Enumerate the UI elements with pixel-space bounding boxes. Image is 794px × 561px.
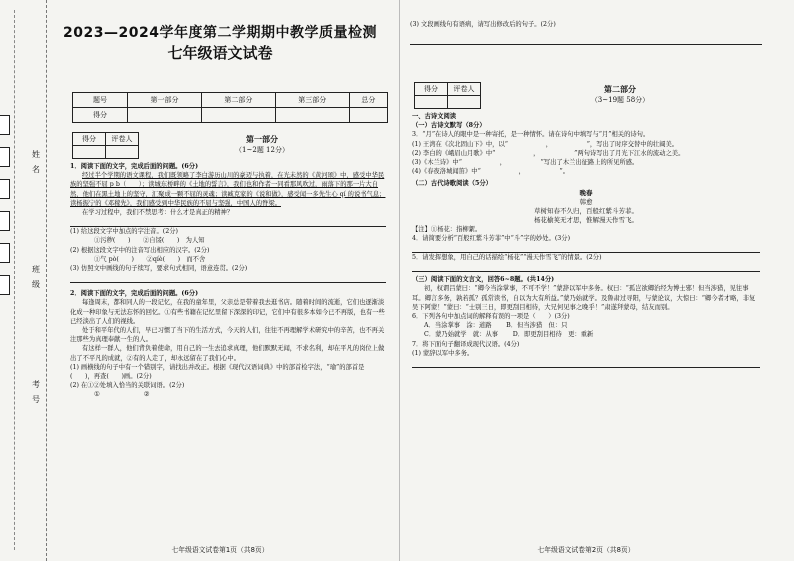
exam-subtitle: 七年级语文试卷 [167, 44, 273, 62]
q2-sub2: (2) 在①②处填入恰当的关联词语。(2分) [70, 382, 185, 390]
answer-line[interactable] [412, 358, 760, 368]
binding-mark [0, 243, 10, 263]
grader-box-2 [414, 82, 481, 109]
section-2: （二）古代诗歌阅读（5分） [412, 180, 492, 188]
binding-mark [0, 115, 10, 135]
grader-score-label: 得分 [415, 83, 448, 96]
q6: 6．下列各句中加点词的解释有误的一项是（ ）(3分) [412, 313, 570, 321]
q1-sub3: (3) 仿照文中画线的句子续写，要求句式相同，语意连贯。(2分) [70, 265, 248, 273]
answer-line[interactable] [410, 30, 762, 45]
binding-label: 班 [32, 265, 40, 274]
page-1 [52, 0, 388, 561]
score-cell[interactable] [201, 108, 275, 123]
q2-passage-2: 处于和平年代的人们，早已习惯了当下的生活方式，今天的人们，往往不再理解学术研究中的辛苦，也不再关注那些为真理奉献一生的人。 [70, 327, 385, 344]
binding-mark [0, 147, 10, 167]
grader-score-cell[interactable] [73, 146, 106, 159]
binding-mark [0, 275, 10, 295]
q6-option-a[interactable]: A．当涂掌事 涂：道路 [424, 322, 492, 330]
grader-score-cell[interactable] [415, 96, 448, 109]
q1-sub1: (1) 给这段文字中加点的字注音。(2分) [70, 228, 178, 236]
answer-line[interactable] [412, 262, 760, 272]
top-question: (3) 文段画线句有语病，请写出修改后的句子。(2分) [410, 21, 556, 28]
part2-points: （3~19题 58分） [590, 96, 650, 104]
grader-name-cell[interactable] [106, 146, 139, 159]
classical-text: 初，权谓吕蒙曰：“卿今当涂掌事，不可不学！”蒙辞以军中多务。权曰：“孤岂欲卿治经为博士邪！但当涉猎，见往事耳。卿言多务，孰若孤？孤常读书，自以为大有所益。”蒙乃始就学。及鲁肃过寻阳，与蒙论议，大惊曰：“卿今者才略，非复吴下阿蒙！”蒙曰：“士别三日，即更刮目相待，大兄何见事之晚乎！”肃遂拜蒙母，结友而别。 [412, 285, 756, 311]
answer-line[interactable] [70, 217, 386, 227]
q3-4: (4)《春夜洛城闻笛》中“ ， ”。 [412, 168, 570, 176]
q2-passage-1: 每逢周末，都和同人的一段记忆，在我的童年里，父亲总是带着我去逛书店。随着时间的流逝，它们也逐渐淡化成一种印象与无法忘怀的回忆。①有些书籍在记忆里留下深深的印记，它们中有很多本如今已不再版，也有一些已经淡出了人们的视线。 [70, 299, 385, 325]
score-header: 第三部分 [275, 93, 349, 108]
poem-author: 韩愈 [579, 197, 593, 206]
q1-sub2-items: ①气 pò( ) ②qíè( ) 而不舍 [94, 255, 206, 263]
page-divider [399, 0, 400, 561]
poem-line-1: 草树知春不久归，百般红紫斗芳菲。 [534, 206, 638, 215]
grader-name-cell[interactable] [448, 96, 481, 109]
q7-1: (1) 蒙辞以军中多务。 [412, 349, 474, 357]
score-header: 第一部分 [128, 93, 202, 108]
part2-questions [412, 112, 760, 368]
q6-options [412, 321, 760, 330]
footer-right: 七年级语文试卷第2页（共8页） [537, 546, 635, 554]
answer-line[interactable] [412, 243, 760, 253]
binding-label: 考 [32, 380, 40, 389]
section-3: （三）阅读下面的文言文，回答6~8题。(共14分) [412, 276, 555, 284]
section-1: 一、古诗文阅读 [412, 113, 457, 120]
q3: 3．“月”在诗人的眼中是一种寄托，是一种情怀。请在诗句中填写与“月”相关的诗句。 [412, 131, 650, 139]
exam-title: 2023—2024学年度第二学期期中教学质量检测 [63, 25, 377, 41]
binding-label: 级 [32, 280, 40, 289]
part1-title: 第一部分 [246, 134, 278, 144]
q4: 4．请简要分析“百般红紫斗芳菲”中“斗”字的妙处。(3分) [412, 234, 571, 242]
q1-passage-2: 在学习过程中，我们不禁思考：什么才是真正的精神？ [82, 209, 234, 217]
poem-line-2: 杨花榆荚无才思，惟解漫天作雪飞。 [534, 215, 638, 224]
score-cell[interactable] [275, 108, 349, 123]
q1-sub2: (2) 根据这段文字中的注音写出相应的汉字。(2分) [70, 246, 210, 254]
q2-intro: 2．阅读下面的文字，完成后面的问题。(6分) [70, 290, 199, 298]
part2-header [560, 84, 680, 105]
score-header: 总分 [349, 93, 387, 108]
binding-label: 号 [32, 395, 40, 404]
q3-3: (3)《木兰诗》中“ ， ”写出了木兰出征路上的所见所感。 [412, 159, 639, 167]
part1-header [202, 134, 322, 155]
answer-line[interactable] [70, 273, 386, 283]
q2-passage-3: 有这样一群人，他们背负着使命，用自己的一生去追求真理，他们默默无闻，不求名利，却在平凡的岗位上做出了不平凡的成就，②有的人走了，却永远留在了我们心中。 [70, 345, 385, 362]
binding-marks [0, 115, 10, 307]
q3-1: (1) 王湾在《次北固山下》中，以“ ， ”，写出了时序交替中的壮阔美。 [412, 140, 679, 148]
poem-note: 【注】①杨花：指柳絮。 [412, 225, 482, 233]
score-cell[interactable] [128, 108, 202, 123]
score-header: 第二部分 [201, 93, 275, 108]
q7: 7．将下面句子翻译成现代汉语。(4分) [412, 340, 520, 348]
q6-option-c[interactable]: C．蒙乃始就学 就：从事 [424, 331, 499, 339]
binding-mark [0, 179, 10, 199]
score-row-label: 得分 [73, 108, 128, 123]
grader-name-label: 评卷人 [448, 83, 481, 96]
score-table [72, 92, 388, 123]
cut-line [14, 10, 15, 550]
q6-options-2 [412, 330, 760, 339]
section-1a: （一）古诗文默写（8分） [412, 122, 486, 130]
binding-strip [0, 0, 47, 561]
binding-label: 姓 [32, 150, 40, 159]
score-cell[interactable] [349, 108, 387, 123]
poem-title: 晚春 [579, 188, 593, 197]
grader-box [72, 132, 139, 159]
q6-option-b[interactable]: B．但当涉猎 但：只 [506, 322, 568, 330]
q3-2: (2) 李白的《峨眉山月歌》中“ ， ”两句诗写出了月光下江水的流动之美。 [412, 149, 685, 157]
score-header: 题号 [73, 93, 128, 108]
binding-mark [0, 211, 10, 231]
part2-title: 第二部分 [604, 84, 636, 94]
q2-sub1: (1) 画横线的句子中有一个错别字，请找出并改正。根据《现代汉语词典》中的部首检字法，“瑜”的部首是( )，再查( )画。(2分) [70, 363, 365, 381]
q6-option-d[interactable]: D．即更刮目相待 更：重新 [512, 331, 594, 339]
page-2 [410, 0, 762, 561]
q1-intro: 1．阅读下面的文字，完成后面的问题。(6分) [70, 163, 199, 170]
part1-points: （1~2题 12分） [235, 146, 289, 154]
grader-name-label: 评卷人 [106, 133, 139, 146]
q2-sub2-blanks: ① ② [94, 391, 150, 399]
q1-passage: 经过半个学期的语文课程，我们既领略了李白游历山川的豪迈与执着，在光未然的《黄河颂》中，感受中华民族的坚强不屈 p b（ ）；读城东桥畔的《土地的誓言》，我们也和作者一同看那风吹过，雨落下的那一片大自然，他们在黑土地上的坚守，汇聚成一颗不屈的灵魂；读臧克家的《说和做》，感受闻一多先生心 qí 的说书气息；读杨振宁的《邓稼先》，我们感受到中华民族的不屈与坚强，中国人的脊梁。 [70, 172, 386, 207]
q5: 5．请发挥想象，用自己的话描绘“杨花”“漫天作雪飞”的情景。(2分) [412, 254, 602, 262]
grader-score-label: 得分 [73, 133, 106, 146]
part1-questions [70, 162, 386, 400]
q1-sub1-items: ①污秽( ) ②自馁( ) 为人知 [94, 237, 205, 245]
footer-left: 七年级语文试卷第1页（共8页） [171, 546, 269, 554]
binding-label: 名 [32, 165, 40, 174]
